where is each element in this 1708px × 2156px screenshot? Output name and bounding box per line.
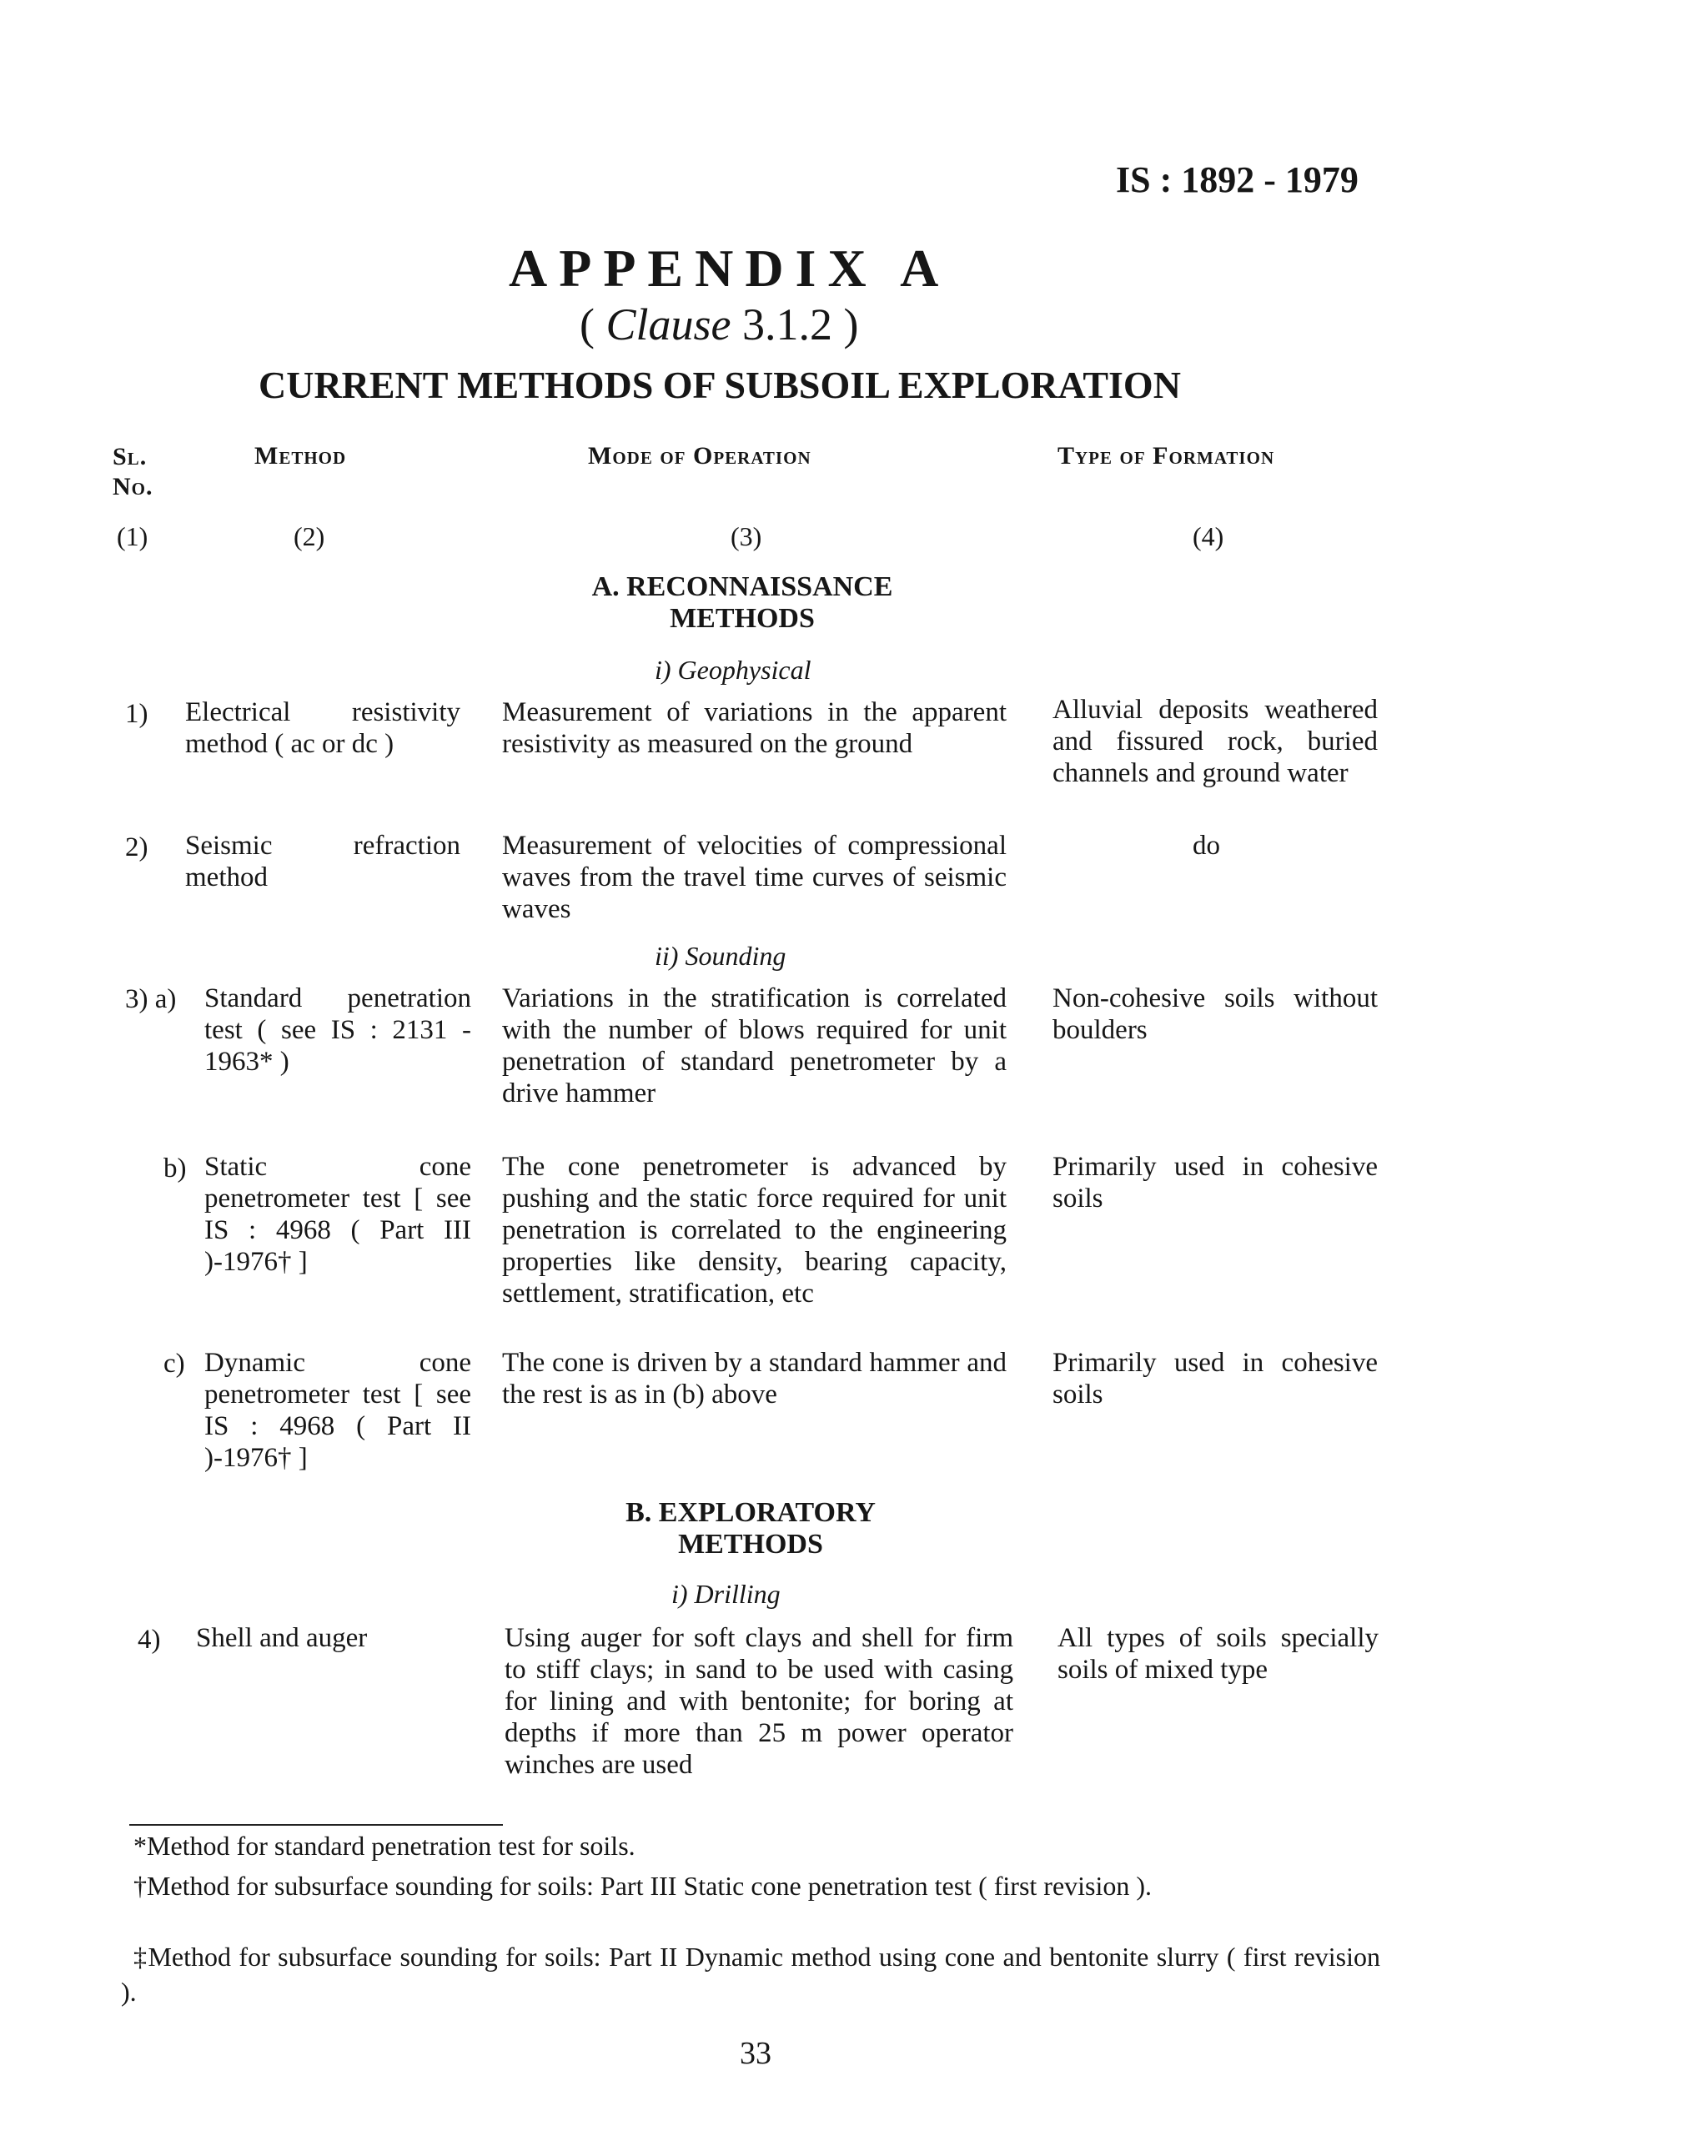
row-3a-number: 3) a) bbox=[125, 984, 177, 1014]
column-header-method: Method bbox=[254, 442, 347, 470]
standard-code: IS : 1892 - 1979 bbox=[1116, 159, 1359, 200]
row-3a-method: Standard penetration test ( see IS : 2131 - 1963* ) bbox=[204, 983, 471, 1077]
column-number-3: (3) bbox=[731, 521, 762, 551]
page-number: 33 bbox=[740, 2036, 771, 2071]
row-1-method: Electrical resistivity method ( ac or dc ) bbox=[185, 697, 460, 759]
row-3c-number: c) bbox=[163, 1349, 185, 1379]
footnote-divider bbox=[129, 1824, 503, 1826]
row-2-method: Seismic refraction method bbox=[185, 831, 460, 892]
column-header-sl-no: Sl. No. bbox=[113, 443, 153, 500]
row-2-number: 2) bbox=[125, 832, 148, 862]
row-1-mode: Measurement of variations in the apparent resistivity as measured on the ground bbox=[502, 697, 1007, 759]
row-3c-formation: Primarily used in cohesive soils bbox=[1052, 1348, 1378, 1410]
subsection-drilling: i) Drilling bbox=[671, 1579, 781, 1609]
clause-reference: ( Clause 3.1.2 ) bbox=[580, 299, 859, 349]
row-2-formation: do bbox=[1193, 831, 1220, 861]
row-1-number: 1) bbox=[125, 699, 148, 729]
row-4-number: 4) bbox=[138, 1625, 161, 1655]
clause-word: Clause bbox=[605, 299, 731, 349]
section-exploratory-methods: B. EXPLORATORY METHODS bbox=[625, 1497, 876, 1560]
column-header-mode: Mode of Operation bbox=[588, 442, 811, 470]
row-3b-number: b) bbox=[163, 1153, 187, 1184]
row-2-mode: Measurement of velocities of compressional waves from the travel time curves of seismic waves bbox=[502, 831, 1007, 924]
row-1-formation: Alluvial deposits weathered and fissured rock, buried channels and ground water bbox=[1052, 695, 1378, 788]
row-3c-method: Dynamic cone penetrometer test [ see IS : 4968 ( Part II )-1976† ] bbox=[204, 1348, 471, 1473]
row-4-mode: Using auger for soft clays and shell for firm to stiff clays; in sand to be used with casing for lining and with bentonite; for boring at depths if more than 25 m power operator winches are used bbox=[505, 1623, 1013, 1780]
row-3b-mode: The cone penetrometer is advanced by pushing and the static force required for unit penetration is correlated to the engineering properties like density, bearing capacity, settlement, stratification, etc bbox=[502, 1152, 1007, 1309]
row-3a-mode: Variations in the stratification is correlated with the number of blows required for unit penetration of standard penetrometer by a drive hammer bbox=[502, 983, 1007, 1108]
row-4-formation: All types of soils specially soils of mixed type bbox=[1057, 1623, 1379, 1685]
footnote-2: †Method for subsurface sounding for soils: Part III Static cone penetration test ( first revision ). bbox=[133, 1871, 1153, 1901]
column-header-formation: Type of Formation bbox=[1057, 442, 1275, 470]
section-reconnaissance-methods: A. RECONNAISSANCE METHODS bbox=[591, 571, 893, 634]
clause-number: 3.1.2 bbox=[742, 299, 832, 349]
row-4-method: Shell and auger bbox=[196, 1623, 368, 1653]
footnote-1: *Method for standard penetration test for soils. bbox=[133, 1831, 635, 1861]
row-3b-formation: Primarily used in cohesive soils bbox=[1052, 1152, 1378, 1214]
appendix-heading: APPENDIX A bbox=[509, 239, 951, 298]
subsection-geophysical: i) Geophysical bbox=[655, 655, 811, 685]
row-3c-mode: The cone is driven by a standard hammer and the rest is as in (b) above bbox=[502, 1348, 1007, 1410]
column-number-1: (1) bbox=[117, 521, 148, 551]
footnote-3: ‡Method for subsurface sounding for soils: Part II Dynamic method using cone and bentonite slurry ( first revision ). bbox=[121, 1942, 1380, 2007]
table-title: CURRENT METHODS OF SUBSOIL EXPLORATION bbox=[259, 364, 1181, 406]
row-3a-formation: Non-cohesive soils without boulders bbox=[1052, 983, 1378, 1045]
subsection-sounding: ii) Sounding bbox=[655, 941, 786, 971]
row-3b-method: Static cone penetrometer test [ see IS : 4968 ( Part III )-1976† ] bbox=[204, 1152, 471, 1277]
column-number-4: (4) bbox=[1193, 521, 1224, 551]
column-number-2: (2) bbox=[294, 521, 325, 551]
